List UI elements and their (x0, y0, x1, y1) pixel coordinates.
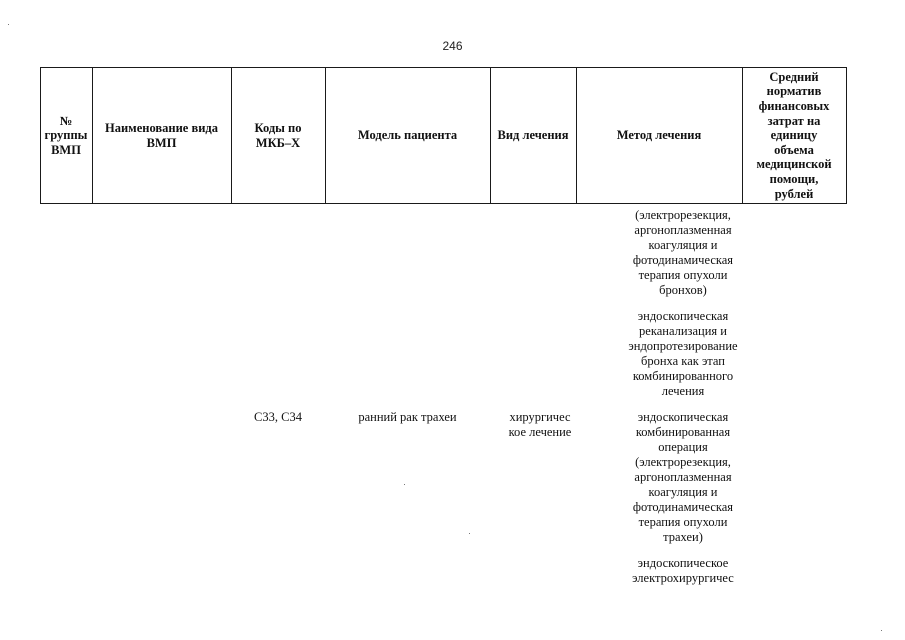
continued-method-text-1: (электрорезекция, аргоноплазменная коагуляция и фотодинамическая терапия опухоли бронхов) (632, 208, 734, 297)
page-number: 246 (442, 39, 463, 53)
scan-speck (404, 484, 405, 485)
continued-method-text-2: эндоскопическая реканализация и эндопротезирование бронха как этап комбинированного лечения (628, 309, 738, 398)
scan-speck (8, 24, 9, 25)
row-patient-model: ранний рак трахеи (358, 410, 457, 424)
column-border (846, 67, 847, 204)
header-vmp-name: Наименование вида ВМП (105, 121, 218, 150)
header-icd-codes: Коды по МКБ–Х (254, 121, 302, 150)
scan-speck (469, 533, 470, 534)
row-treatment-type: хирургичес кое лечение (508, 410, 572, 439)
row-icd-codes: C33, C34 (254, 410, 302, 424)
header-average-cost: Средний норматив финансовых затрат на единицу объема медицинской помощи, рублей (756, 69, 832, 201)
header-treatment-type: Вид лечения (497, 128, 569, 143)
header-treatment-method: Метод лечения (616, 128, 702, 143)
row-method-text-1: эндоскопическая комбинированная операция (электрорезекция, аргоноплазменная коагуляция и фотодинамическая терапия опухоли трахеи) (632, 410, 734, 544)
row-method-text-2: эндоскопическое электрохирургичес (632, 556, 734, 585)
scan-speck (881, 630, 882, 631)
header-patient-model: Модель пациента (357, 128, 458, 143)
header-group-number: № группы ВМП (44, 113, 88, 157)
